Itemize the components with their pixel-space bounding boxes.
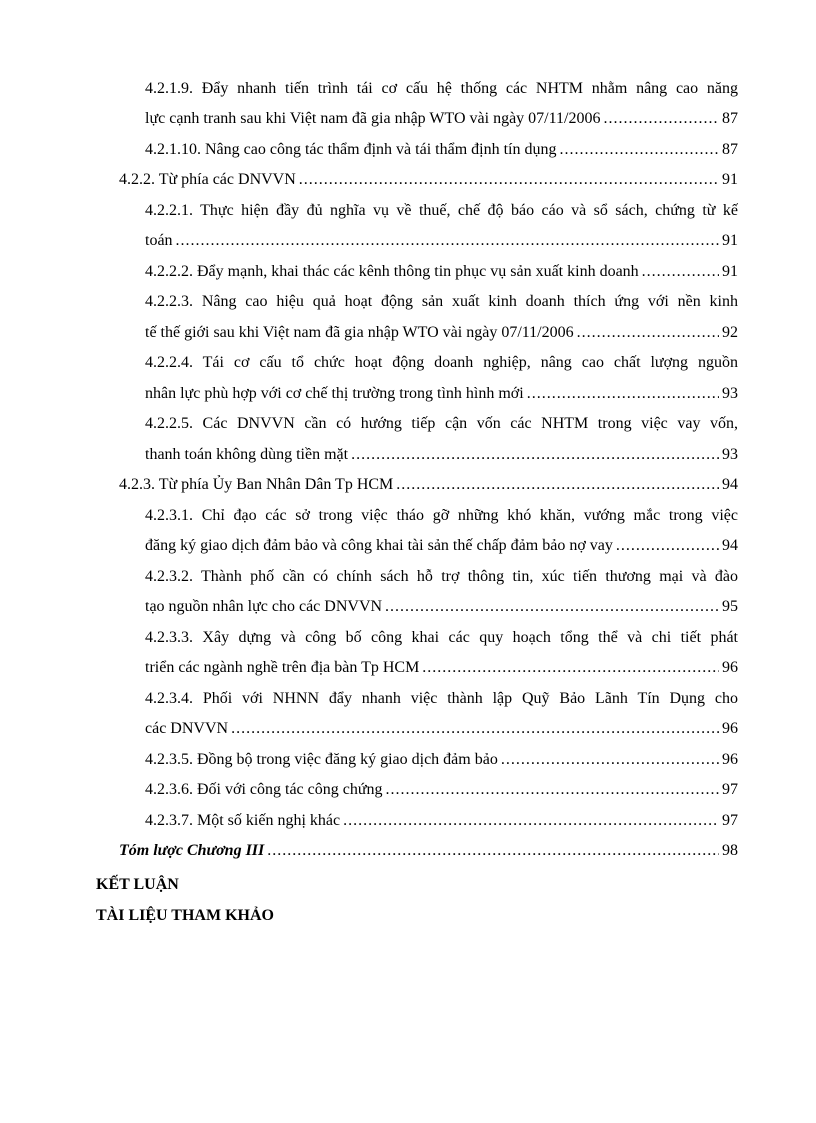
page-number: 95 xyxy=(722,598,738,615)
dot-leader xyxy=(343,810,719,832)
toc-entry-text: tế thế giới sau khi Việt nam đã gia nhập WTO vài ngày 07/11/2006 xyxy=(145,324,574,341)
page-number: 96 xyxy=(722,720,738,737)
dot-leader xyxy=(616,535,719,557)
toc-entry-text: toán xyxy=(145,232,173,249)
toc-entry-text: 4.2.3.1. Chỉ đạo các sở trong việc tháo gỡ những khó khăn, vướng mắc trong việc xyxy=(145,507,738,524)
toc-entry-text: 4.2.3.4. Phối với NHNN đẩy nhanh việc thành lập Quỹ Bảo Lãnh Tín Dụng cho xyxy=(145,690,738,707)
toc-entry-text: tạo nguồn nhân lực cho các DNVVN xyxy=(145,598,383,615)
toc-entry-text: 4.2.3.2. Thành phố cần có chính sách hỗ trợ thông tin, xúc tiến thương mại và đào xyxy=(145,568,738,585)
dot-leader xyxy=(386,779,719,801)
toc-entry-text: thanh toán không dùng tiền mặt xyxy=(145,446,349,463)
references-heading[interactable]: TÀI LIỆU THAM KHẢO xyxy=(96,907,274,924)
dot-leader xyxy=(396,474,719,496)
page-number: 91 xyxy=(722,263,738,280)
page-number: 91 xyxy=(722,232,738,249)
dot-leader xyxy=(642,261,719,283)
toc-entry-text: 4.2.1.10. Nâng cao công tác thẩm định và tái thẩm định tín dụng xyxy=(145,141,557,158)
toc-entry-text: 4.2.3.5. Đồng bộ trong việc đăng ký giao dịch đảm bảo xyxy=(145,751,498,768)
dot-leader xyxy=(385,596,719,618)
dot-leader xyxy=(351,444,719,466)
toc-entry-text: 4.2.1.9. Đẩy nhanh tiến trình tái cơ cấu hệ thống các NHTM nhằm nâng cao năng xyxy=(145,80,738,97)
dot-leader xyxy=(603,108,719,130)
dot-leader xyxy=(231,718,719,740)
conclusion-heading[interactable]: KẾT LUẬN xyxy=(96,876,179,893)
page-number: 87 xyxy=(722,110,738,127)
page-number: 93 xyxy=(722,446,738,463)
dot-leader xyxy=(577,322,719,344)
page-number: 91 xyxy=(722,171,738,188)
toc-entry-text: 4.2.3.7. Một số kiến nghị khác xyxy=(145,812,341,829)
toc-entry-text: 4.2.2.5. Các DNVVN cần có hướng tiếp cận vốn các NHTM trong việc vay vốn, xyxy=(145,415,738,432)
toc-entry-text: 4.2.3. Từ phía Ủy Ban Nhân Dân Tp HCM xyxy=(119,476,394,493)
toc-entry-text: các DNVVN xyxy=(145,720,229,737)
dot-leader xyxy=(176,230,719,252)
toc-entry-text: 4.2.3.6. Đối với công tác công chứng xyxy=(145,781,383,798)
dot-leader xyxy=(527,383,719,405)
toc-entry-text: nhân lực phù hợp với cơ chế thị trường trong tình hình mới xyxy=(145,385,524,402)
toc-entry-text: 4.2.2. Từ phía các DNVVN xyxy=(119,171,296,188)
toc-entry-text: lực cạnh tranh sau khi Việt nam đã gia nhập WTO vài ngày 07/11/2006 xyxy=(145,110,601,127)
page-number: 93 xyxy=(722,385,738,402)
toc-entry-text: 4.2.2.3. Nâng cao hiệu quả hoạt động sản xuất kinh doanh thích ứng với nền kinh xyxy=(145,293,738,310)
toc-entry-text: triển các ngành nghề trên địa bàn Tp HCM xyxy=(145,659,420,676)
toc-entry-text: Tóm lược Chương III xyxy=(119,842,265,859)
dot-leader xyxy=(299,169,719,191)
page-number: 98 xyxy=(722,842,738,859)
page-number: 96 xyxy=(722,751,738,768)
page-number: 87 xyxy=(722,141,738,158)
toc-entry-text: 4.2.3.3. Xây dựng và công bố công khai các quy hoạch tổng thể và chi tiết phát xyxy=(145,629,738,646)
toc-entry-text: 4.2.2.1. Thực hiện đầy đủ nghĩa vụ về thuế, chế độ báo cáo và sổ sách, chứng từ kế xyxy=(145,202,738,219)
toc-entry-text: 4.2.2.2. Đẩy mạnh, khai thác các kênh thông tin phục vụ sản xuất kinh doanh xyxy=(145,263,639,280)
page-number: 97 xyxy=(722,812,738,829)
dot-leader xyxy=(267,840,719,862)
toc-entry-text: đăng ký giao dịch đảm bảo và công khai tài sản thế chấp đảm bảo nợ vay xyxy=(145,537,613,554)
page-number: 92 xyxy=(722,324,738,341)
dot-leader xyxy=(501,749,719,771)
page-number: 94 xyxy=(722,476,738,493)
page-number: 94 xyxy=(722,537,738,554)
toc-entry-text: 4.2.2.4. Tái cơ cấu tổ chức hoạt động doanh nghiệp, nâng cao chất lượng nguồn xyxy=(145,354,738,371)
dot-leader xyxy=(422,657,719,679)
page-number: 96 xyxy=(722,659,738,676)
page-number: 97 xyxy=(722,781,738,798)
dot-leader xyxy=(559,139,719,161)
